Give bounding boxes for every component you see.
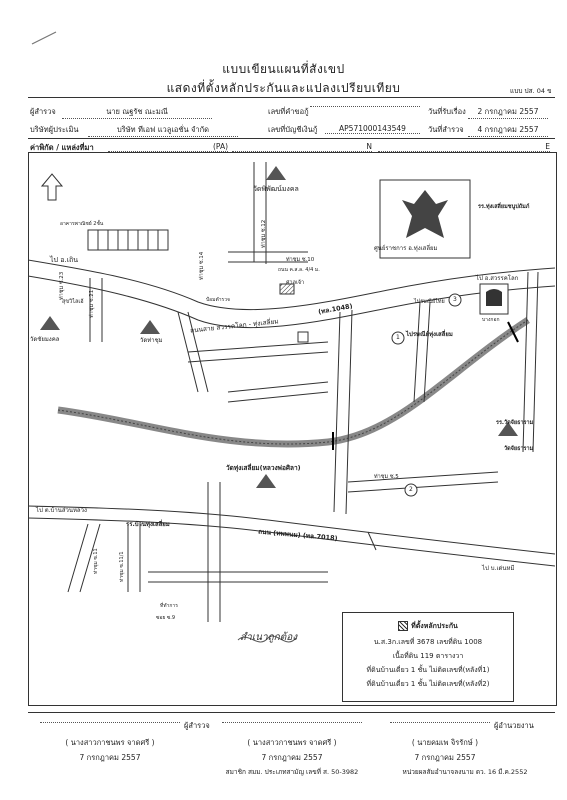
label-route-1048: (ทล.1048) [317,302,354,316]
label-thai-post: ไปรษณีย์ไทย [414,299,445,305]
signature-rule [28,712,555,713]
sig1-date: 7 กรกฎาคม 2557 [79,753,141,762]
label-to-kaen: ไป อ.เถิน [50,256,79,264]
received-date-value: 2 กรกฎาคม 2557 [468,106,548,119]
label-watpho: วัดพิพัฒน์มงคล [253,185,299,193]
coord-pa: (PA) [108,142,228,152]
label-school-ban: รร.บ้านทุ่งเสลี่ยม [126,521,170,528]
legend-box [342,612,514,702]
sig2-name: ( นางสาวกาชนพร จาดศรี ) [247,738,337,747]
label-to-bankuan: ไป ต.บ้านส่วนหลวง [36,507,87,514]
account-no-value: AP571000143549 [325,124,420,134]
sig3-line [390,722,490,723]
form-code: แบบ ปส. 04 ข [510,87,552,95]
legend-line3: ที่ดินบ้านเดี่ยว 1 ชั้น ไม่ติดเลขที่(หลังที่1) [366,666,490,674]
sig3-title: หน่วยผลสัมอำนาจลงนาม ดว. 16 มี.ค.2552 [402,768,528,776]
label-temple-small: ที่ทำการ [160,603,178,609]
sig2-member: สมาชิก สมม. ประเภทสามัญ เลขที่ ส. 50-3982 [225,768,359,776]
label-wat-chaimongkol: วัดชัยมงคล [30,336,60,343]
surveyor-label: ผู้สำรวจ [30,107,56,116]
label-soi21: ท่าชุม ซ.21 [89,289,95,318]
header-rule [28,97,555,98]
account-no-label: เลขที่บัญชีเงินกู้ [268,125,318,134]
label-soi11b: ท่าชุม ซ.11/1 [119,551,125,582]
store-icon [298,332,308,342]
document-subtitle: แสดงที่ตั้งหลักประกันและแปลงเปรียบเทียบ [166,81,401,95]
label-shrine: ศาลเจ้า [286,280,305,286]
label-lane-ks: ถนน ค.ส.ล. 4/4 ม. [278,267,320,273]
request-no-value [310,106,420,107]
label-police-box: ป้อมตำรวจ [206,297,230,303]
label-sub-house: สุขวิไลเฮ้ [62,299,84,305]
label-soi11: ท่าชุม ซ.11 [93,548,99,574]
sig3-date: 7 กรกฎาคม 2557 [414,753,476,762]
label-school-right: รร.ทุ่งเสลี่ยมชนูปถัมภ์ [478,204,530,210]
company-value: บริษัท ทีเอฟ แวลูเอชั่น จำกัด [88,124,238,137]
surveyor-value: นาย ณฐรัช ณะมณี [62,106,212,119]
bank-logo-icon [486,289,502,306]
sig3-role: ผู้อำนวยงาน [494,721,534,730]
legend-line1: น.ส.3ก.เลขที่ 3678 เลขที่ดิน 1008 [373,638,483,646]
label-wat-chaiyaram: วัดจัยธาราม [504,446,534,452]
sig1-role: ผู้สำรวจ [184,721,210,730]
coord-n: N [232,142,372,152]
coord-e: E [378,142,550,152]
shophouse-row [88,230,168,250]
label-soi-right5: ท่าชุม ซ.5 [374,474,399,480]
label-road-south: ถนน (ทพพนม) (ทล.7018) [257,527,338,543]
label-arcade: อาคารพาณิชย์ 2ชั้น [60,221,104,227]
legend-line2: เนื้อที่ดิน 119 ตารางวา [392,652,464,660]
survey-date-value: 4 กรกฎาคม 2557 [468,124,548,137]
label-soi23: ท่าชุม ซ.23 [59,271,65,300]
label-soi10: ท่าชุม ซ.10 [286,257,315,263]
label-soi9: ซอย ซ.9 [156,615,176,621]
label-wat-tung: วัดทุ่งเสลี่ยม(หลวงพ่อศิลา) [226,464,301,472]
label-bangkok-bank: บางกอก [482,317,500,323]
coord-label: ค่าพิกัด / แหล่งที่มา [30,143,94,152]
label-soi14: ท่าชุม ซ.14 [199,251,205,280]
label-num1: 1 [396,334,400,341]
label-wat-thachum: วัดท่าชุม [140,337,163,344]
handwritten-signature: สำเนาถูกต้อง [240,632,298,643]
label-road-main: ถนนสาย สวรรคโลก - ทุ่งเสลี่ยม [189,317,280,335]
sig3-name: ( นายคมเพ จิรรักษ์ ) [411,738,479,747]
legend-title: ที่ตั้งหลักประกัน [411,622,458,630]
sig2-line [222,722,362,723]
document-title: แบบเขียนแผนที่สังเขป [222,62,345,76]
label-school-chaiyaram: รร.วัดจัยธาราม [496,420,534,426]
north-arrow-icon [42,174,62,200]
label-soi12: ท่าชุม ซ.12 [261,219,267,248]
hatch-swatch-icon [398,621,408,631]
legend-line4: ที่ดินบ้านเดี่ยว 1 ชั้น ไม่ติดเลขที่(หลังที่2) [366,680,490,688]
sig1-line [40,722,180,723]
label-to-sawankhalok: ไป อ.สวรรคโลก [476,275,519,282]
coord-top-rule [28,138,555,139]
company-label: บริษัทผู้ประเมิน [30,125,79,134]
survey-date-label: วันที่สำรวจ [428,125,464,134]
received-date-label: วันที่รับเรื่อง [428,107,466,116]
label-num3: 3 [453,296,457,303]
request-no-label: เลขที่คำขอกู้ [268,107,309,116]
sig2-date: 7 กรกฎาคม 2557 [261,753,323,762]
label-post-office: ไปรษณีย์ทุ่งเสลี่ยม [406,331,453,338]
label-to-denmai: ไป บ.เด่นหมี [482,565,515,572]
label-num2: 2 [409,486,413,493]
sig1-name: ( นางสาวกาชนพร จาดศรี ) [65,738,155,747]
label-garuda-center: ศูนย์ราชการ อ.ทุ่งเสลี่ยม [374,245,438,252]
pen-mark-decoration [30,30,60,46]
